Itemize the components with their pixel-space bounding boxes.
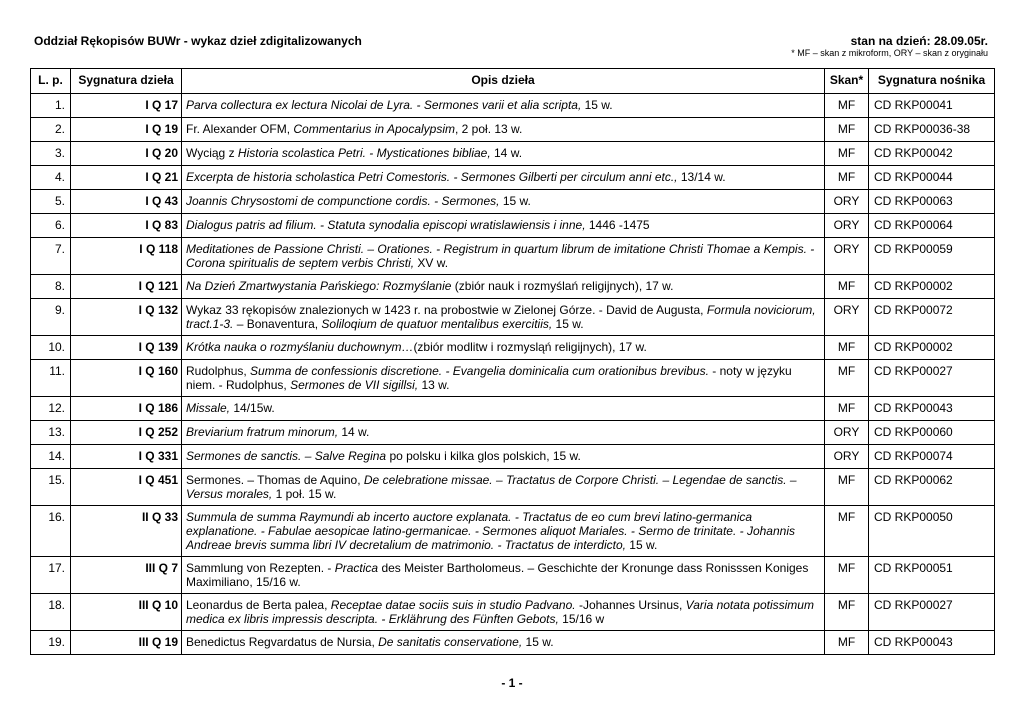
table-row	[31, 594, 995, 631]
description-segment: 1446 -1475	[585, 218, 650, 232]
manuscript-signature: I Q 252	[71, 421, 182, 445]
description-segment: 15/16 w	[558, 612, 605, 626]
work-description	[182, 631, 825, 655]
carrier-signature: CD RKP00059	[869, 238, 995, 275]
scan-type: MF	[825, 142, 869, 166]
work-description	[182, 299, 825, 336]
carrier-signature: CD RKP00002	[869, 275, 995, 299]
row-number: 12.	[31, 397, 71, 421]
description-segment: 15 w.	[499, 194, 531, 208]
description-segment: XV w.	[414, 256, 449, 270]
row-number: 15.	[31, 469, 71, 506]
scan-type: ORY	[825, 421, 869, 445]
row-number: 11.	[31, 360, 71, 397]
scan-type: ORY	[825, 299, 869, 336]
description-italic-segment: Parva collectura ex lectura Nicolai de Lyra. - Sermones varii et alia scripta,	[186, 98, 582, 112]
scan-type: MF	[825, 397, 869, 421]
manuscript-signature: III Q 7	[71, 557, 182, 594]
row-number: 9.	[31, 299, 71, 336]
work-description	[182, 275, 825, 299]
row-number: 2.	[31, 118, 71, 142]
description-segment: (zbiór nauk i rozmyślań religijnych), 17 w.	[451, 279, 674, 293]
description-italic-segment: Breviarium fratrum minorum,	[186, 425, 339, 439]
column-header-scan: Skan*	[825, 69, 869, 94]
column-header-description: Opis dzieła	[182, 69, 825, 94]
scan-type: ORY	[825, 190, 869, 214]
description-italic-segment: Historia scolastica Petri. - Mysticationes bibliae,	[237, 146, 491, 160]
manuscript-signature: I Q 186	[71, 397, 182, 421]
scan-type: MF	[825, 557, 869, 594]
description-italic-segment: Varia notata potissimum medica ex libris impressis descripta. - Erklährung des Fünften Gebots,	[186, 598, 814, 626]
table-row	[31, 360, 995, 397]
row-number: 8.	[31, 275, 71, 299]
carrier-signature: CD RKP00027	[869, 360, 995, 397]
description-segment: Wyciąg z	[186, 146, 238, 160]
description-italic-segment: Dialogus patris ad filium. - Statuta synodalia episcopi wratislawiensis i inne,	[186, 218, 586, 232]
row-number: 3.	[31, 142, 71, 166]
description-segment: 13/14 w.	[677, 170, 726, 184]
description-italic-segment: Receptae datae sociis suis in studio Padvano.	[330, 598, 576, 612]
description-segment: – Bonaventura,	[233, 317, 322, 331]
status-date: stan na dzień: 28.09.05r.	[850, 34, 988, 48]
carrier-signature: CD RKP00072	[869, 299, 995, 336]
manuscript-signature: I Q 139	[71, 336, 182, 360]
work-description	[182, 142, 825, 166]
row-number: 4.	[31, 166, 71, 190]
description-segment: 13 w.	[418, 378, 450, 392]
carrier-signature: CD RKP00074	[869, 445, 995, 469]
description-segment: Sermones. – Thomas de Aquino,	[186, 473, 364, 487]
scan-type: MF	[825, 506, 869, 557]
scan-type: MF	[825, 94, 869, 118]
table-row	[31, 557, 995, 594]
work-description	[182, 557, 825, 594]
carrier-signature: CD RKP00062	[869, 469, 995, 506]
manuscript-signature: I Q 132	[71, 299, 182, 336]
description-segment: des Meister Bartholomeus. – Geschichte der Kronunge dass Ronisssen Koniges Maximiliano, 15/16 w.	[186, 561, 809, 589]
work-description	[182, 506, 825, 557]
row-number: 5.	[31, 190, 71, 214]
work-description	[182, 594, 825, 631]
description-italic-segment: Summula de summa Raymundi ab incerto auctore explanata. - Tractatus de eo cum brevi latino-germanica explanatione. - Fabulae aesopicae latino-germanicae. - Sermones aliquot Mariales. - Sermo de trinitate. - Johannis Andreae brevis summa libri IV decretalium de matrimonio. - Tractatus de interdicto,	[186, 510, 795, 552]
manuscript-signature: III Q 10	[71, 594, 182, 631]
row-number: 18.	[31, 594, 71, 631]
description-italic-segment: Joannis Chrysostomi de compunctione cordis. - Sermones,	[186, 194, 500, 208]
description-segment: , 2 poł. 13 w.	[455, 122, 523, 136]
description-italic-segment: Soliloqium de quatuor mentalibus exercitiis,	[321, 317, 553, 331]
scan-type: ORY	[825, 214, 869, 238]
description-italic-segment: Na Dzień Zmartwystania Pańskiego: Rozmyślanie	[186, 279, 452, 293]
carrier-signature: CD RKP00043	[869, 397, 995, 421]
work-description	[182, 166, 825, 190]
description-italic-segment: Sermones de sanctis. – Salve Regina	[186, 449, 387, 463]
carrier-signature: CD RKP00064	[869, 214, 995, 238]
table-row	[31, 336, 995, 360]
page-number: - 1 -	[501, 676, 523, 690]
scan-type: MF	[825, 594, 869, 631]
scan-type: MF	[825, 360, 869, 397]
manuscript-signature: I Q 121	[71, 275, 182, 299]
scan-type: ORY	[825, 445, 869, 469]
row-number: 13.	[31, 421, 71, 445]
description-segment: Sammlung von Rezepten. -	[186, 561, 335, 575]
description-italic-segment: Sermones de VII sigillsi,	[290, 378, 419, 392]
manuscript-signature: I Q 160	[71, 360, 182, 397]
manuscript-signature: III Q 19	[71, 631, 182, 655]
carrier-signature: CD RKP00060	[869, 421, 995, 445]
scan-type: MF	[825, 166, 869, 190]
carrier-signature: CD RKP00027	[869, 594, 995, 631]
description-italic-segment: De celebratione missae. – Tractatus de Corpore Christi. – Legendae de sanctis. – Versus morales,	[186, 473, 797, 501]
table-row	[31, 275, 995, 299]
table-row	[31, 238, 995, 275]
description-italic-segment: Krótka nauka o rozmyślaniu duchownym…	[186, 340, 414, 354]
description-segment: Fr. Alexander OFM,	[186, 122, 294, 136]
manuscript-signature: I Q 83	[71, 214, 182, 238]
carrier-signature: CD RKP00002	[869, 336, 995, 360]
table-row	[31, 142, 995, 166]
description-italic-segment: Excerpta de historia scholastica Petri Comestoris. - Sermones Gilberti per circulum anni etc.,	[186, 170, 678, 184]
table-row	[31, 118, 995, 142]
description-segment: -Johannes Ursinus,	[575, 598, 686, 612]
work-description	[182, 421, 825, 445]
description-italic-segment: Summa de confessionis discretione. - Evangelia dominicalia cum orationibus brevibus.	[250, 364, 709, 378]
manuscript-table	[30, 68, 995, 655]
row-number: 10.	[31, 336, 71, 360]
table-row	[31, 421, 995, 445]
work-description	[182, 118, 825, 142]
description-italic-segment: Practica	[334, 561, 379, 575]
description-segment: (zbiór modlitw i rozmysląń religijnych), 17 w.	[413, 340, 647, 354]
manuscript-signature: I Q 17	[71, 94, 182, 118]
scan-type: ORY	[825, 238, 869, 275]
carrier-signature: CD RKP00063	[869, 190, 995, 214]
description-segment: Leonardus de Berta palea,	[186, 598, 331, 612]
description-segment: Rudolphus,	[186, 364, 251, 378]
description-segment: 15 w.	[625, 538, 658, 552]
row-number: 16.	[31, 506, 71, 557]
manuscript-signature: I Q 451	[71, 469, 182, 506]
table-row	[31, 397, 995, 421]
work-description	[182, 469, 825, 506]
work-description	[182, 94, 825, 118]
table-row	[31, 94, 995, 118]
work-description	[182, 397, 825, 421]
work-description	[182, 190, 825, 214]
work-description	[182, 445, 825, 469]
work-description	[182, 238, 825, 275]
description-italic-segment: Meditationes de Passione Christi. – Orationes. - Registrum in quartum librum de imitatione Christi Thomae a Kempis. - Corona spiritualis de septem verbis Christi,	[186, 242, 815, 270]
column-header-carrier: Sygnatura nośnika	[869, 69, 995, 94]
scan-type: MF	[825, 118, 869, 142]
carrier-signature: CD RKP00042	[869, 142, 995, 166]
row-number: 7.	[31, 238, 71, 275]
table-header-row	[31, 69, 995, 94]
work-description	[182, 214, 825, 238]
description-italic-segment: Formula noviciorum, tract.1-3.	[186, 303, 816, 331]
row-number: 6.	[31, 214, 71, 238]
row-number: 19.	[31, 631, 71, 655]
description-segment: 14 w.	[338, 425, 370, 439]
manuscript-signature: I Q 21	[71, 166, 182, 190]
table-row	[31, 190, 995, 214]
carrier-signature: CD RKP00041	[869, 94, 995, 118]
table-row	[31, 166, 995, 190]
scan-type: MF	[825, 336, 869, 360]
description-segment: po polsku i kilka glos polskich, 15 w.	[386, 449, 581, 463]
work-description	[182, 360, 825, 397]
description-segment: Benedictus Regvardatus de Nursia,	[186, 635, 379, 649]
scan-type: MF	[825, 631, 869, 655]
description-segment: 14 w.	[490, 146, 523, 160]
row-number: 17.	[31, 557, 71, 594]
table-row	[31, 299, 995, 336]
description-segment: 15 w.	[581, 98, 613, 112]
scan-type: MF	[825, 275, 869, 299]
carrier-signature: CD RKP00044	[869, 166, 995, 190]
manuscript-signature: I Q 118	[71, 238, 182, 275]
table-row	[31, 469, 995, 506]
description-segment: 14/15w.	[230, 401, 275, 415]
work-description	[182, 336, 825, 360]
manuscript-signature: II Q 33	[71, 506, 182, 557]
manuscript-signature: I Q 19	[71, 118, 182, 142]
description-segment: 15 w.	[522, 635, 554, 649]
description-italic-segment: Commentarius in Apocalypsim	[293, 122, 455, 136]
row-number: 14.	[31, 445, 71, 469]
description-segment: Wykaz 33 rękopisów znalezionych w 1423 r. na probostwie w Zielonej Górze. - David de Augusta,	[186, 303, 707, 317]
manuscript-signature: I Q 331	[71, 445, 182, 469]
description-italic-segment: Missale,	[186, 401, 231, 415]
manuscript-signature: I Q 43	[71, 190, 182, 214]
description-segment: 15 w.	[552, 317, 584, 331]
column-header-signature: Sygnatura dzieła	[71, 69, 182, 94]
carrier-signature: CD RKP00036-38	[869, 118, 995, 142]
table-row	[31, 506, 995, 557]
description-segment: 1 poł. 15 w.	[272, 487, 337, 501]
document-title: Oddział Rękopisów BUWr - wykaz dzieł zdigitalizowanych	[34, 34, 362, 48]
carrier-signature: CD RKP00043	[869, 631, 995, 655]
table-row	[31, 445, 995, 469]
table-row	[31, 631, 995, 655]
table-row	[31, 214, 995, 238]
carrier-signature: CD RKP00050	[869, 506, 995, 557]
description-italic-segment: De sanitatis conservatione,	[378, 635, 523, 649]
column-header-lp: L. p.	[31, 69, 71, 94]
description-segment: - noty w języku niem. - Rudolphus,	[186, 364, 792, 392]
manuscript-signature: I Q 20	[71, 142, 182, 166]
row-number: 1.	[31, 94, 71, 118]
scan-type: MF	[825, 469, 869, 506]
carrier-signature: CD RKP00051	[869, 557, 995, 594]
legend-note: * MF – skan z mikroform, ORY – skan z oryginału	[791, 48, 988, 58]
